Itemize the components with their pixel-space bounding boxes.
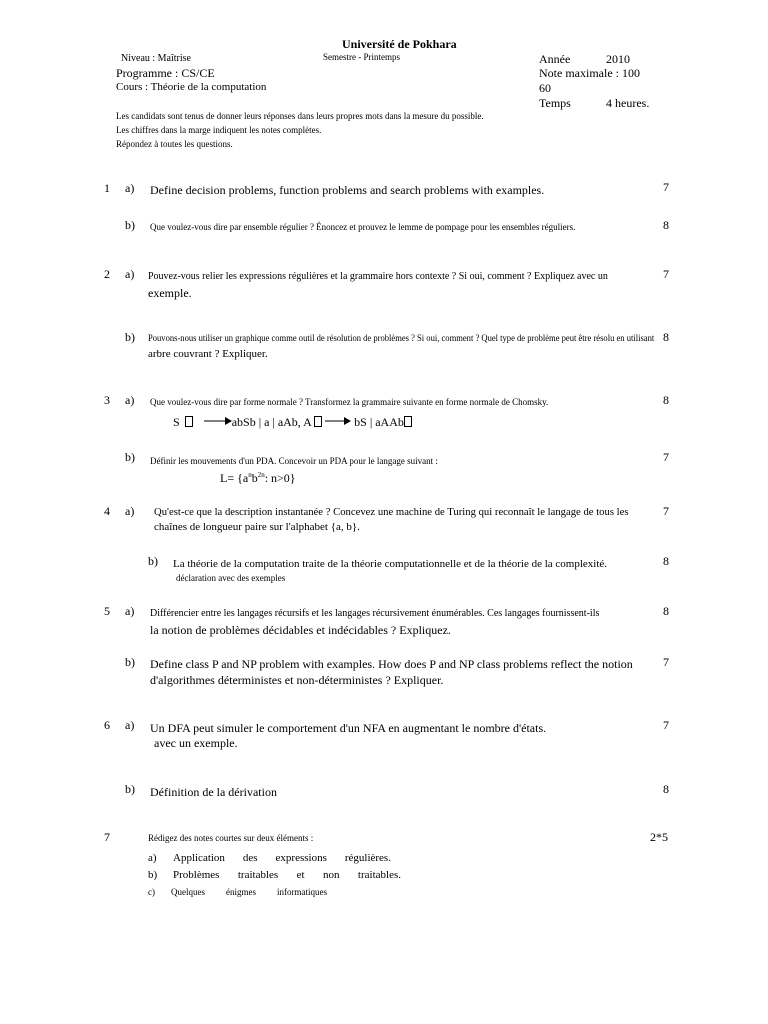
item-word: des: [242, 852, 258, 864]
question-text: Que voulez-vous dire par ensemble régulier ? Énoncez et prouvez le lemme de pompage pour les ensembles réguliers.: [150, 222, 576, 232]
lang-text: : n>0}: [264, 471, 296, 485]
part-label: b): [125, 330, 135, 344]
short-note-item: [148, 869, 408, 881]
pass-marks: 60: [539, 81, 551, 95]
lang-exponent: n: [248, 471, 252, 479]
question-text: Définir les mouvements d'un PDA. Concevoir un PDA pour le langage suivant :: [150, 456, 438, 466]
question-number: 3: [104, 393, 110, 407]
question-number: 7: [104, 830, 110, 844]
question-text: Un DFA peut simuler le comportement d'un NFA en augmentant le nombre d'états.: [150, 721, 547, 735]
arrow-icon: [325, 416, 351, 426]
short-note-item: [148, 887, 333, 897]
box-glyph-icon: [404, 416, 412, 427]
marks: 8: [663, 554, 669, 568]
grammar-production: bS | aAAb: [354, 415, 404, 429]
language-definition: [220, 471, 296, 486]
marks: 7: [663, 504, 669, 518]
time-label: Temps: [539, 96, 571, 110]
grammar-rule: [173, 415, 412, 430]
marks: 8: [663, 393, 669, 407]
item-word: expressions: [275, 852, 327, 864]
item-label: a): [148, 852, 157, 864]
instruction-line: Les candidats sont tenus de donner leurs réponses dans leurs propres mots dans la mesure du possible.: [116, 111, 484, 121]
program: Programme : CS/CE: [116, 66, 215, 80]
question-text-line: Qu'est-ce que la description instantanée ? Concevez une machine de Turing qui reconnaît le langage de tous les: [154, 506, 629, 518]
question-text: Définition de la dérivation: [150, 785, 277, 799]
question-number: 5: [104, 604, 110, 618]
question-text: avec un exemple.: [154, 736, 238, 750]
max-marks: Note maximale : 100: [539, 66, 640, 80]
grammar-start-symbol: S: [173, 415, 180, 429]
marks: 8: [663, 604, 669, 618]
marks: 7: [663, 655, 669, 669]
instruction-line: Répondez à toutes les questions.: [116, 139, 233, 149]
part-label: a): [125, 604, 135, 618]
question-text: [148, 333, 681, 343]
box-glyph-icon: [185, 416, 193, 427]
part-label: a): [125, 504, 135, 518]
item-label: b): [148, 869, 158, 881]
lang-text: L= {a: [220, 471, 249, 485]
question-text: exemple.: [148, 286, 192, 300]
box-glyph-icon: [314, 416, 322, 427]
question-number: 4: [104, 504, 110, 518]
part-label: a): [125, 718, 135, 732]
item-word: non: [323, 869, 340, 881]
short-note-item: [148, 852, 393, 864]
part-label: a): [125, 267, 135, 281]
question-text: La théorie de la computation traite de la théorie computationnelle et de la théorie de la complexité.: [173, 558, 608, 570]
semester: Semestre - Printemps: [323, 52, 400, 62]
level: Niveau : Maîtrise: [121, 53, 191, 64]
lang-text: b: [251, 471, 258, 485]
year-value: 2010: [606, 52, 630, 66]
question-text: arbre couvrant ? Expliquer.: [148, 348, 268, 360]
item-word: informatiques: [277, 887, 327, 897]
arrow-icon: [204, 416, 232, 426]
item-word: Application: [173, 852, 225, 864]
question-text: Pouvez-vous relier les expressions régulières et la grammaire hors contexte ? Si oui, comment ? Expliquez avec un: [148, 271, 608, 282]
marks: 8: [663, 782, 669, 796]
item-word: énigmes: [226, 887, 256, 897]
marks: 7: [663, 718, 669, 732]
question-text: déclaration avec des exemples: [176, 573, 286, 583]
course: Cours : Théorie de la computation: [116, 81, 267, 93]
lang-exponent: 2n: [257, 471, 265, 479]
item-word: traitables: [237, 869, 279, 881]
question-text-line: Pouvons-nous utiliser un graphique comme outil de résolution de problèmes ? Si oui, comment ? Quel type de problème peut être résolu en utilisant: [148, 333, 655, 343]
grammar-production: abSb | a | aAb, A: [231, 415, 312, 429]
item-word: et: [296, 869, 305, 881]
question-text: la notion de problèmes décidables et indécidables ? Expliquez.: [150, 623, 451, 637]
year-label: Année: [539, 52, 571, 66]
question-text: Define class P and NP problem with examples. How does P and NP class problems reflect the notion: [150, 657, 633, 671]
part-label: b): [148, 554, 158, 568]
marks: 2*5: [650, 830, 668, 844]
marks: 8: [663, 218, 669, 232]
item-label: c): [148, 887, 155, 897]
instruction-line: Les chiffres dans la marge indiquent les notes complètes.: [116, 125, 322, 135]
item-word: traitables.: [357, 869, 401, 881]
part-label: b): [125, 218, 135, 232]
item-word: Problèmes: [173, 869, 220, 881]
university-title: Université de Pokhara: [342, 37, 457, 51]
marks: 7: [663, 180, 669, 194]
part-label: a): [125, 393, 135, 407]
part-label: b): [125, 655, 135, 669]
question-text: d'algorithmes déterministes et non-déterministes ? Expliquer.: [150, 673, 444, 687]
marks: 7: [663, 450, 669, 464]
question-number: 6: [104, 718, 110, 732]
question-text: Rédigez des notes courtes sur deux éléments :: [148, 833, 314, 843]
question-text: Define decision problems, function problems and search problems with examples.: [150, 183, 545, 197]
question-text: chaînes de longueur paire sur l'alphabet {a, b}.: [154, 521, 360, 533]
part-label: b): [125, 450, 135, 464]
marks: 8: [663, 330, 669, 344]
question-text: Que voulez-vous dire par forme normale ? Transformez la grammaire suivante en forme normale de Chomsky.: [150, 397, 549, 407]
item-word: Quelques: [171, 887, 205, 897]
time-value: 4 heures.: [606, 96, 650, 110]
marks: 7: [663, 267, 669, 281]
part-label: b): [125, 782, 135, 796]
part-label: a): [125, 181, 135, 195]
item-word: régulières.: [344, 852, 391, 864]
question-number: 1: [104, 181, 110, 195]
question-text: Différencier entre les langages récursifs et les langages récursivement énumérables. Ces langages fournissent-ils: [150, 608, 600, 619]
question-text: [154, 506, 643, 518]
question-number: 2: [104, 267, 110, 281]
